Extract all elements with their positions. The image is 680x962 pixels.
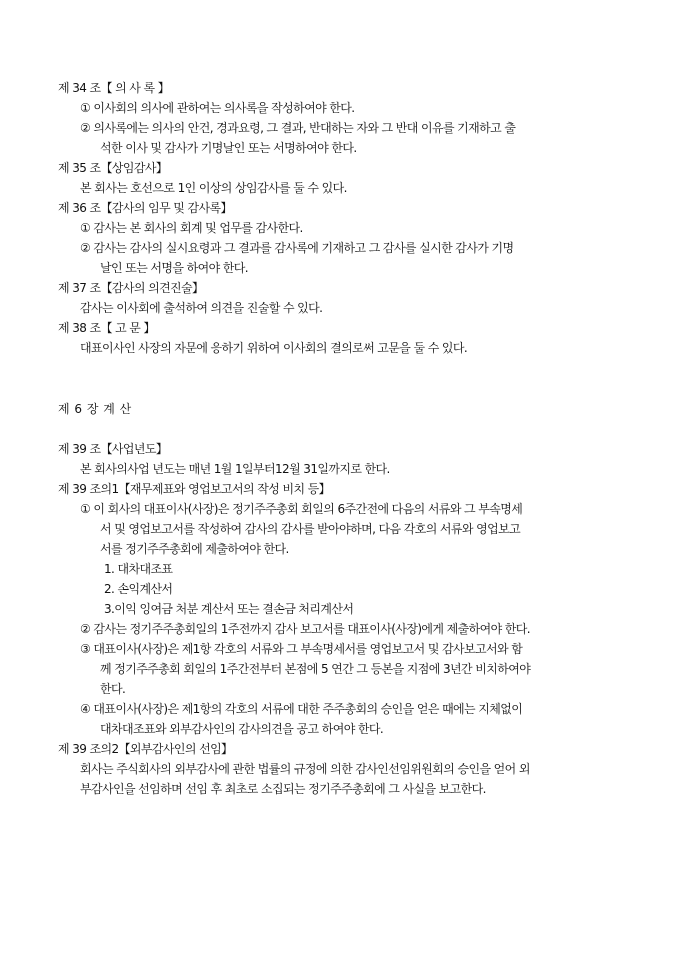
article-paragraph: ① 감사는 본 회사의 회계 및 업무를 감사한다. bbox=[80, 221, 303, 235]
article-paragraph: ① 이 회사의 대표이사(사장)은 정기주주총회 회일의 6주간전에 다음의 서류와 그 부속명세 bbox=[80, 502, 523, 516]
article-heading: 제 38 조【 고 문 】 bbox=[58, 321, 155, 335]
article-paragraph: 대표이사인 사장의 자문에 응하기 위하여 이사회의 결의로써 고문을 둘 수 있다. bbox=[80, 341, 468, 355]
article-paragraph: ③ 대표이사(사장)은 제1항 각호의 서류와 그 부속명세서를 영업보고서 및 감사보고서와 함 bbox=[80, 642, 523, 656]
article-paragraph: 대차대조표와 외부감사인의 감사의견을 공고 하여야 한다. bbox=[100, 722, 384, 736]
list-item: 1. 대차대조표 bbox=[104, 562, 173, 576]
article-paragraph: 본 회사는 호선으로 1인 이상의 상임감사를 둘 수 있다. bbox=[80, 181, 347, 195]
list-item: 2. 손익계산서 bbox=[104, 582, 173, 596]
article-paragraph: 회사는 주식회사의 외부감사에 관한 법률의 규정에 의한 감사인선임위원회의 승인을 얻어 외 bbox=[80, 762, 530, 776]
article-heading: 제 39 조의2【외부감사인의 선임】 bbox=[58, 742, 233, 756]
article-heading: 제 39 조의1【재무제표와 영업보고서의 작성 비치 등】 bbox=[58, 482, 331, 496]
article-paragraph: ② 감사는 감사의 실시요령과 그 결과를 감사록에 기재하고 그 감사를 실시한 감사가 기명 bbox=[80, 241, 514, 255]
article-paragraph: 감사는 이사회에 출석하여 의견을 진술할 수 있다. bbox=[80, 301, 323, 315]
article-paragraph: 본 회사의사업 년도는 매년 1월 1일부터12월 31일까지로 한다. bbox=[80, 462, 390, 476]
article-paragraph: 서 및 영업보고서를 작성하여 감사의 감사를 받아야하며, 다음 각호의 서류와 영업보고 bbox=[100, 522, 521, 536]
article-heading: 제 34 조【 의 사 록 】 bbox=[58, 81, 170, 95]
article-heading: 제 35 조【상임감사】 bbox=[58, 161, 168, 175]
article-heading: 제 36 조【감사의 임무 및 감사록】 bbox=[58, 201, 232, 215]
article-heading: 제 37 조【감사의 의견진술】 bbox=[58, 281, 204, 295]
article-paragraph: ④ 대표이사(사장)은 제1항의 각호의 서류에 대한 주주총회의 승인을 얻은 때에는 지체없이 bbox=[80, 702, 523, 716]
article-heading: 제 39 조【사업년도】 bbox=[58, 442, 168, 456]
article-paragraph: ① 이사회의 의사에 관하여는 의사록을 작성하여야 한다. bbox=[80, 101, 355, 115]
article-paragraph: 한다. bbox=[100, 682, 126, 696]
article-paragraph: 부감사인을 선임하며 선임 후 최초로 소집되는 정기주주총회에 그 사실을 보고한다. bbox=[80, 782, 486, 796]
article-paragraph: 날인 또는 서명을 하여야 한다. bbox=[100, 261, 248, 275]
article-paragraph: 석한 이사 및 감사가 기명날인 또는 서명하여야 한다. bbox=[100, 141, 357, 155]
article-paragraph: 서를 정기주주총회에 제출하여야 한다. bbox=[100, 542, 289, 556]
chapter-title: 제 6 장 계 산 bbox=[58, 402, 132, 416]
list-item: 3.이익 잉여금 처분 계산서 또는 결손금 처리계산서 bbox=[104, 602, 354, 616]
article-paragraph: ② 감사는 정기주주총회일의 1주전까지 감사 보고서를 대표이사(사장)에게 제출하여야 한다. bbox=[80, 622, 531, 636]
article-paragraph: ② 의사록에는 의사의 안건, 경과요령, 그 결과, 반대하는 자와 그 반대 이유를 기재하고 출 bbox=[80, 121, 516, 135]
article-paragraph: 께 정기주주총회 회일의 1주간전부터 본점에 5 연간 그 등본을 지점에 3년간 비치하여야 bbox=[100, 662, 531, 676]
